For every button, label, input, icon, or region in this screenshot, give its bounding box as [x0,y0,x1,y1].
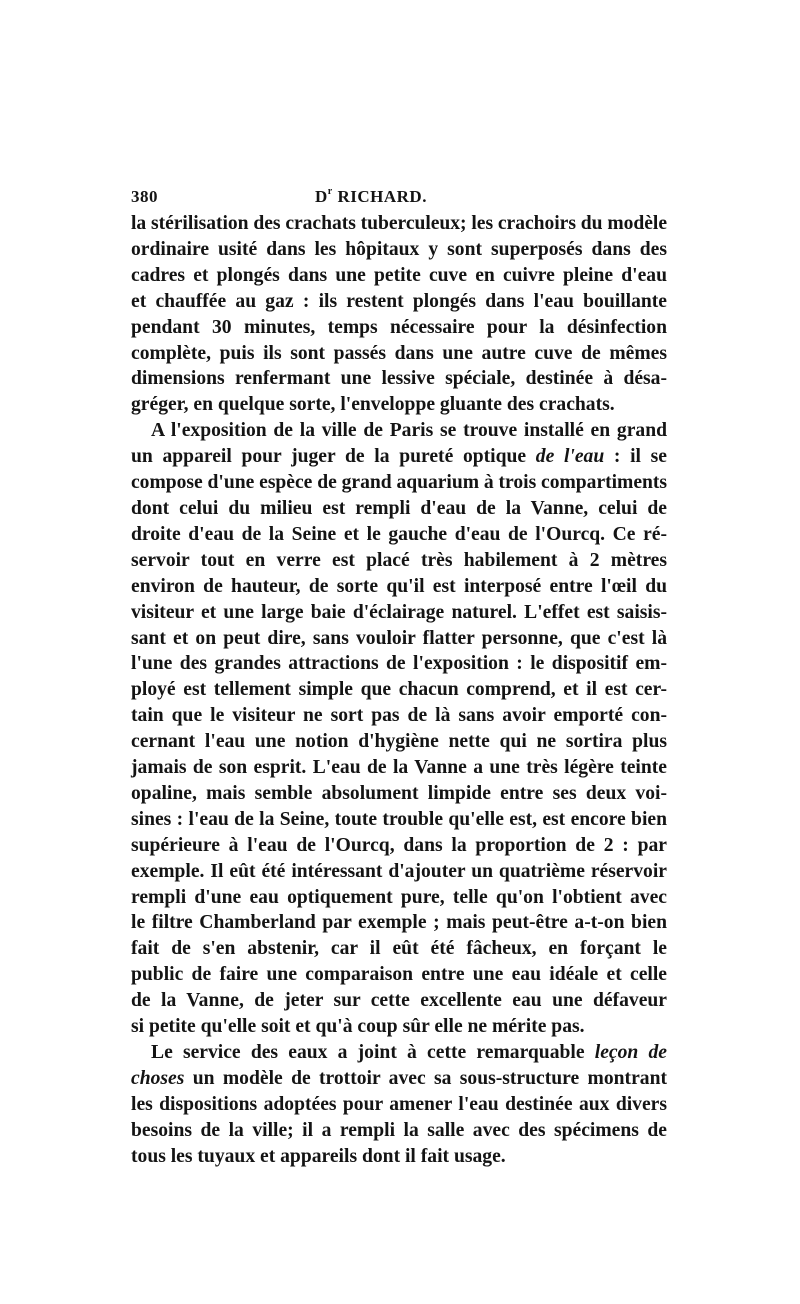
text-line: cadres et plongés dans une petite cuve en cuivre pleine d'eau [131,264,667,286]
text-run: : il se [604,446,668,468]
text-line: gréger, en quelque sorte, l'enveloppe gluante des crachats. [131,394,615,416]
text-line: tain que le visiteur ne sort pas de là sans avoir emporté con- [131,705,667,727]
emphasis-run: leçon de [594,1042,667,1063]
text-line: supérieure à l'eau de l'Ourcq, dans la proportion de 2 : par [131,834,667,856]
text-line: jamais de son esprit. L'eau de la Vanne a une très légère teinte [131,757,667,779]
text-line: et chauffée au gaz : ils restent plongés dans l'eau bouillante [131,290,667,312]
text-line: la stérilisation des crachats tuberculeux; les crachoirs du modèle [131,213,667,234]
emphasis-run: choses [131,1067,185,1089]
text-line: si petite qu'elle soit et qu'à coup sûr elle ne mérite pas. [131,1016,585,1038]
author-superscript: r [327,186,333,197]
page [131,183,667,1170]
text-line: pendant 30 minutes, temps nécessaire pour la désinfection [131,316,667,338]
text-line: environ de hauteur, de sorte qu'il est interposé entre l'œil du [131,575,667,597]
paragraph-1 [131,211,667,418]
text-line: compose d'une espèce de grand aquarium à trois compartiments [131,472,667,494]
text-run: Le service des eaux a joint à cette remarquable [151,1042,595,1063]
author-name: RICHARD. [332,187,427,206]
text-line: sant et on peut dire, sans vouloir flatter personne, que c'est là [131,627,667,649]
text-line: de la Vanne, de jeter sur cette excellente eau une défaveur [131,990,667,1012]
text-line: l'une des grandes attractions de l'exposition : le dispositif em- [131,653,667,675]
text-run: un appareil pour juger de la pureté optique [131,446,536,468]
text-line: le filtre Chamberland par exemple ; mais peut-être a-t-on bien [131,912,667,934]
text-line: cernant l'eau une notion d'hygiène nette qui ne sortira plus [131,731,667,753]
text-line: ployé est tellement simple que chacun comprend, et il est cer- [131,679,667,701]
text-line: tous les tuyaux et appareils dont il fait usage. [131,1145,506,1167]
text-line: rempli d'une eau optiquement pure, telle qu'on l'obtient avec [131,886,667,908]
text-line: sines : l'eau de la Seine, toute trouble qu'elle est, est encore bien [131,808,667,830]
text-line: visiteur et une large baie d'éclairage naturel. L'effet est saisis- [131,601,667,623]
text-line: opaline, mais semble absolument limpide entre ses deux voi- [131,782,667,804]
paragraph-2 [131,418,667,1040]
text-line: ordinaire usité dans les hôpitaux y sont superposés dans des [131,238,667,260]
text-line [131,1066,667,1092]
text-line: les dispositions adoptées pour amener l'eau destinée aux divers [131,1093,667,1115]
text-line: besoins de la ville; il a rempli la salle avec des spécimens de [131,1119,667,1141]
text-run: un modèle de trottoir avec sa sous-structure montrant [184,1067,667,1089]
text-line: exemple. Il eût été intéressant d'ajouter un quatrième réservoir [131,860,667,882]
author-prefix: D [315,187,328,206]
running-head [131,183,667,211]
text-line: fait de s'en abstenir, car il eût été fâcheux, en forçant le [131,938,667,960]
paragraph-3 [131,1040,667,1170]
text-line: public de faire une comparaison entre une eau idéale et celle [131,964,667,986]
emphasis-run: de l'eau [535,446,605,468]
text-line: dimensions renfermant une lessive spéciale, destinée à désa- [131,368,667,390]
text-line: complète, puis ils sont passés dans une autre cuve de mêmes [131,342,667,364]
text-line: droite d'eau de la Seine et le gauche d'eau de l'Ourcq. Ce ré- [131,523,667,545]
page-number: 380 [131,187,158,206]
text-line: dont celui du milieu est rempli d'eau de la Vanne, celui de [131,497,667,519]
text-line: A l'exposition de la ville de Paris se trouve installé en grand [151,420,667,442]
text-line [131,444,667,470]
text-line: servoir tout en verre est placé très habilement à 2 mètres [131,549,667,571]
running-title [315,187,427,207]
text-line [131,1040,667,1066]
body-text [131,211,667,1170]
